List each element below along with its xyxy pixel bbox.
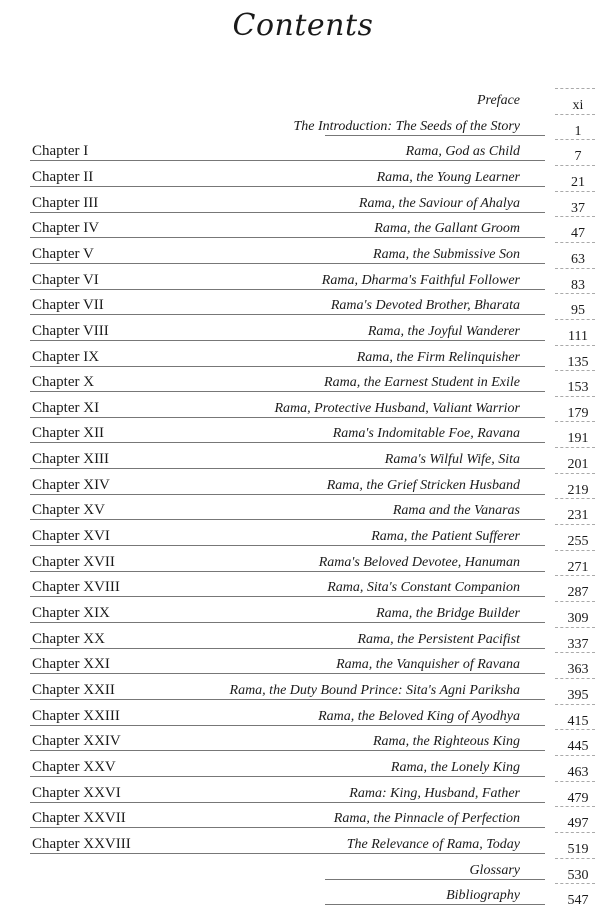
entry-underline xyxy=(30,340,545,341)
chapter-label: Chapter XXIV xyxy=(32,733,121,750)
entry-title: Rama, the Grief Stricken Husband xyxy=(326,477,520,493)
toc-chapter-row xyxy=(0,343,600,369)
page-number: 7 xyxy=(574,149,582,165)
chapter-label: Chapter IX xyxy=(32,348,100,365)
entry-underline xyxy=(30,545,545,546)
toc-chapter-row xyxy=(0,471,600,497)
chapter-label: Chapter XII xyxy=(32,425,105,442)
entry-underline xyxy=(325,135,545,136)
page-number: 519 xyxy=(567,841,589,857)
page-number: 547 xyxy=(567,893,589,909)
toc-entry-row xyxy=(0,881,600,907)
page-number-divider xyxy=(555,293,595,294)
entry-underline xyxy=(30,519,545,520)
page-number: 309 xyxy=(567,611,589,626)
page-number: 47 xyxy=(571,226,585,242)
page-number: 37 xyxy=(571,200,585,216)
page-number: 201 xyxy=(567,457,589,473)
entry-title: Preface xyxy=(476,93,520,108)
entry-underline xyxy=(30,186,545,187)
page-number-divider xyxy=(555,396,595,397)
entry-underline xyxy=(30,750,545,751)
page-number: 497 xyxy=(567,816,589,832)
page-number: 363 xyxy=(567,662,589,678)
chapter-label: Chapter XVI xyxy=(32,528,110,545)
entry-underline xyxy=(30,289,545,290)
page-number: 337 xyxy=(567,636,589,652)
entry-underline xyxy=(30,827,545,828)
entry-title: Rama, the Saviour of Ahalya xyxy=(358,195,520,211)
chapter-label: Chapter XX xyxy=(32,630,105,647)
entry-underline xyxy=(30,442,545,443)
chapter-label: Chapter V xyxy=(32,245,94,262)
page-number: 445 xyxy=(567,739,589,755)
page-title: Contents xyxy=(232,8,374,43)
chapter-label: Chapter XIX xyxy=(32,605,110,621)
toc-chapter-row xyxy=(0,394,600,420)
chapter-label: Chapter XIII xyxy=(32,451,110,468)
entry-title: Rama, the Pinnacle of Perfection xyxy=(333,811,520,827)
entry-title: The Introduction: The Seeds of the Story xyxy=(293,118,520,134)
page-number-divider xyxy=(555,114,595,115)
toc-chapter-row xyxy=(0,419,600,445)
entry-underline xyxy=(30,802,545,803)
page-number-divider xyxy=(555,165,595,166)
page-number-divider xyxy=(555,421,595,422)
toc-chapter-row xyxy=(0,599,600,625)
chapter-label: Chapter XV xyxy=(32,502,105,519)
page-number: 271 xyxy=(567,559,589,575)
page-number: 231 xyxy=(567,508,589,524)
page-number-divider xyxy=(555,729,595,730)
page-number-divider xyxy=(555,216,595,217)
page-number: 21 xyxy=(571,174,585,190)
chapter-label: Chapter VII xyxy=(32,297,104,314)
entry-title: Rama: King, Husband, Father xyxy=(349,785,520,801)
entry-underline xyxy=(30,571,545,572)
page-number-divider xyxy=(555,883,595,884)
chapter-label: Chapter XXVI xyxy=(32,784,121,801)
chapter-label: Chapter VI xyxy=(32,271,99,288)
toc-chapter-row xyxy=(0,522,600,548)
page-number: 219 xyxy=(567,482,589,498)
toc-chapter-row xyxy=(0,573,600,599)
chapter-label: Chapter XVII xyxy=(32,553,115,570)
toc-chapter-row xyxy=(0,650,600,676)
entry-underline xyxy=(30,237,545,238)
entry-title: Rama, the Firm Relinquisher xyxy=(356,349,520,365)
entry-title: Rama's Devoted Brother, Bharata xyxy=(330,298,520,314)
page-number-divider xyxy=(555,627,595,628)
page-number: 191 xyxy=(567,431,589,447)
page-number-divider xyxy=(555,755,595,756)
entry-underline xyxy=(30,776,545,777)
toc-chapter-row xyxy=(0,804,600,830)
entry-title: Rama, the Duty Bound Prince: Sita's Agni Pariksha xyxy=(229,682,520,698)
entry-underline xyxy=(30,468,545,469)
page-number: xi xyxy=(572,98,584,113)
page-number: 95 xyxy=(571,303,585,319)
entry-title: Rama, Sita's Constant Companion xyxy=(327,580,520,596)
entry-title: Rama and the Vanaras xyxy=(392,503,520,519)
page-number-divider xyxy=(555,268,595,269)
entry-title: Rama, the Righteous King xyxy=(373,734,520,750)
entry-title: Rama, the Earnest Student in Exile xyxy=(324,375,520,391)
entry-title: Rama, the Young Learner xyxy=(376,169,520,185)
chapter-label: Chapter XVIII xyxy=(32,579,120,596)
entry-title: Rama, the Patient Sufferer xyxy=(371,529,520,545)
page-number: 479 xyxy=(567,790,589,806)
toc-chapter-row xyxy=(0,496,600,522)
toc-chapter-row xyxy=(0,317,600,343)
toc-entry-row xyxy=(0,112,600,138)
chapter-label: Chapter X xyxy=(32,374,95,391)
page-number: 83 xyxy=(571,277,585,293)
page-number: 287 xyxy=(567,585,589,601)
chapter-label: Chapter XXV xyxy=(32,758,116,775)
page-number: 395 xyxy=(567,687,589,703)
entry-title: Rama's Indomitable Foe, Ravana xyxy=(332,426,520,442)
entry-underline xyxy=(30,596,545,597)
entry-title: Rama, Protective Husband, Valiant Warrior xyxy=(274,400,520,416)
page-number: 179 xyxy=(567,405,589,421)
entry-title: Rama, the Beloved King of Ayodhya xyxy=(318,708,520,724)
page-number-divider xyxy=(555,524,595,525)
toc-chapter-row xyxy=(0,137,600,163)
chapter-label: Chapter I xyxy=(32,143,89,160)
page-number-divider xyxy=(555,806,595,807)
toc-chapter-row xyxy=(0,702,600,728)
page-number: 1 xyxy=(574,123,582,139)
entry-title: Rama, God as Child xyxy=(405,144,520,160)
entry-title: Rama's Beloved Devotee, Hanuman xyxy=(318,554,520,570)
page-number-divider xyxy=(555,498,595,499)
chapter-label: Chapter XXVIII xyxy=(32,835,131,852)
toc-entry-row xyxy=(0,856,600,882)
entry-title: Rama, the Submissive Son xyxy=(373,246,520,262)
chapter-label: Chapter XXIII xyxy=(32,707,120,724)
page-number-divider xyxy=(555,704,595,705)
page-number-divider xyxy=(555,473,595,474)
toc-chapter-row xyxy=(0,753,600,779)
entry-underline xyxy=(325,904,545,905)
entry-underline xyxy=(30,725,545,726)
chapter-label: Chapter XIV xyxy=(32,476,110,493)
toc-entry-row xyxy=(0,86,600,112)
chapter-label: Chapter XXI xyxy=(32,656,110,673)
entry-underline xyxy=(30,699,545,700)
entry-title: Rama, the Persistent Pacifist xyxy=(357,631,520,647)
page-number-divider xyxy=(555,191,595,192)
entry-underline xyxy=(30,417,545,418)
toc-chapter-row xyxy=(0,727,600,753)
page-number-divider xyxy=(555,447,595,448)
chapter-label: Chapter III xyxy=(32,194,99,211)
page-number: 111 xyxy=(568,328,588,344)
page-number-divider xyxy=(555,678,595,679)
toc-chapter-row xyxy=(0,189,600,215)
entry-underline xyxy=(30,263,545,264)
page-number-divider xyxy=(555,832,595,833)
page-number: 255 xyxy=(567,534,589,550)
toc-chapter-row xyxy=(0,676,600,702)
page-number-divider xyxy=(555,370,595,371)
toc-chapter-row xyxy=(0,214,600,240)
page-number: 135 xyxy=(567,354,589,370)
chapter-label: Chapter IV xyxy=(32,220,100,237)
toc-chapter-row xyxy=(0,830,600,856)
page-number-divider xyxy=(555,575,595,576)
entry-title: Rama, the Vanquisher of Ravana xyxy=(336,657,520,673)
entry-underline xyxy=(30,314,545,315)
toc-chapter-row xyxy=(0,368,600,394)
chapter-label: Chapter II xyxy=(32,168,94,185)
entry-underline xyxy=(325,879,545,880)
toc-chapter-row xyxy=(0,291,600,317)
toc-chapter-row xyxy=(0,163,600,189)
page-number-divider xyxy=(555,242,595,243)
entry-title: Glossary xyxy=(469,862,520,878)
page-number-divider xyxy=(555,139,595,140)
toc-chapter-row xyxy=(0,266,600,292)
entry-underline xyxy=(30,648,545,649)
page-number: 530 xyxy=(567,867,589,883)
toc-chapter-row xyxy=(0,240,600,266)
toc-chapter-row xyxy=(0,779,600,805)
entry-title: Bibliography xyxy=(446,888,520,904)
toc-chapter-row xyxy=(0,445,600,471)
page-number: 63 xyxy=(571,251,585,267)
entry-underline xyxy=(30,673,545,674)
entry-title: Rama, the Lonely King xyxy=(390,759,520,775)
page-number-divider xyxy=(555,781,595,782)
page-number: 415 xyxy=(567,713,589,729)
entry-underline xyxy=(30,494,545,495)
entry-title: Rama, the Gallant Groom xyxy=(374,221,520,237)
page-number: 153 xyxy=(567,380,589,396)
page-number-divider xyxy=(555,345,595,346)
page-number-divider xyxy=(555,88,595,89)
entry-underline xyxy=(30,160,545,161)
entry-underline xyxy=(30,622,545,623)
entry-title: Rama, the Joyful Wanderer xyxy=(367,323,520,339)
entry-title: Rama, Dharma's Faithful Follower xyxy=(321,272,520,288)
entry-title: Rama's Wilful Wife, Sita xyxy=(384,452,520,468)
chapter-label: Chapter XI xyxy=(32,399,100,416)
page-number-divider xyxy=(555,858,595,859)
chapter-label: Chapter XXII xyxy=(32,681,115,698)
entry-underline xyxy=(30,366,545,367)
page-number-divider xyxy=(555,652,595,653)
page-number: 463 xyxy=(567,764,589,780)
toc-chapter-row xyxy=(0,625,600,651)
entry-underline xyxy=(30,212,545,213)
chapter-label: Chapter XXVII xyxy=(32,810,126,827)
entry-underline xyxy=(30,853,545,854)
entry-underline xyxy=(30,391,545,392)
page-number-divider xyxy=(555,319,595,320)
page-number-divider xyxy=(555,550,595,551)
chapter-label: Chapter VIII xyxy=(32,322,109,339)
entry-title: Rama, the Bridge Builder xyxy=(376,606,520,621)
entry-title: The Relevance of Rama, Today xyxy=(346,836,520,852)
toc-chapter-row xyxy=(0,548,600,574)
page-number-divider xyxy=(555,601,595,602)
